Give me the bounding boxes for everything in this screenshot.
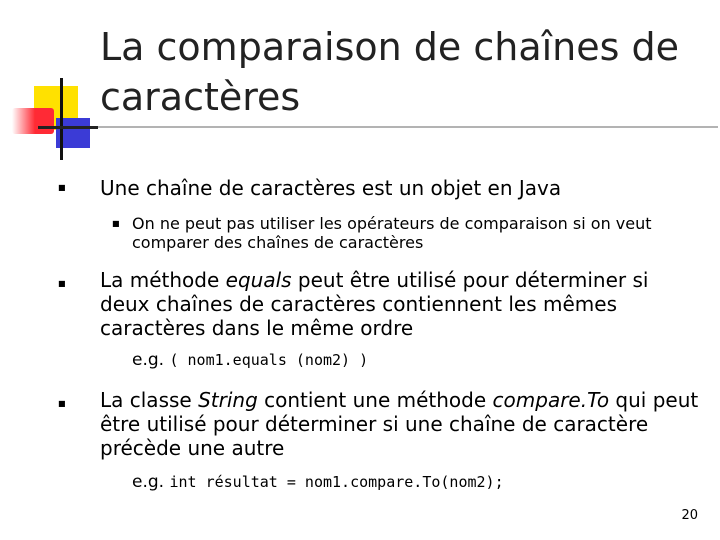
code-example: e.g. int résultat = nom1.compare.To(nom2); — [132, 472, 504, 492]
slide-title: La comparaison de chaînes de caractères — [100, 25, 680, 119]
sub-bullet-item: On ne peut pas utiliser les opérateurs de comparaison si on veut comparer des chaînes de caractères — [132, 214, 652, 252]
bullet-square-icon: ■ — [58, 399, 66, 408]
emphasis-class-name: String — [198, 388, 258, 412]
title-underline — [38, 126, 718, 128]
code-example: e.g. ( nom1.equals (nom2) ) — [132, 350, 369, 370]
decor-red-bar — [12, 108, 54, 134]
emphasis-method-name: compare.To — [492, 388, 610, 412]
decor-horizontal-line — [38, 126, 98, 129]
code-snippet: ( nom1.equals (nom2) ) — [169, 351, 369, 369]
bullet-square-icon: ■ — [58, 183, 66, 192]
decor-vertical-line — [60, 78, 63, 160]
bullet-item: La méthode equals peut être utilisé pour déterminer si deux chaînes de caractères contiennent les mêmes caractères dans le même ordre — [100, 268, 649, 340]
bullet-item: La classe String contient une méthode compare.To qui peut être utilisé pour déterminer si une chaîne de caractère précède une autre — [100, 388, 699, 460]
page-number: 20 — [681, 508, 698, 523]
bullet-square-icon: ■ — [58, 279, 66, 288]
sub-bullet-square-icon: ■ — [112, 219, 120, 228]
bullet-item: Une chaîne de caractères est un objet en Java — [100, 176, 562, 200]
code-snippet: int résultat = nom1.compare.To(nom2); — [169, 473, 504, 491]
emphasis-method-name: equals — [225, 268, 292, 292]
